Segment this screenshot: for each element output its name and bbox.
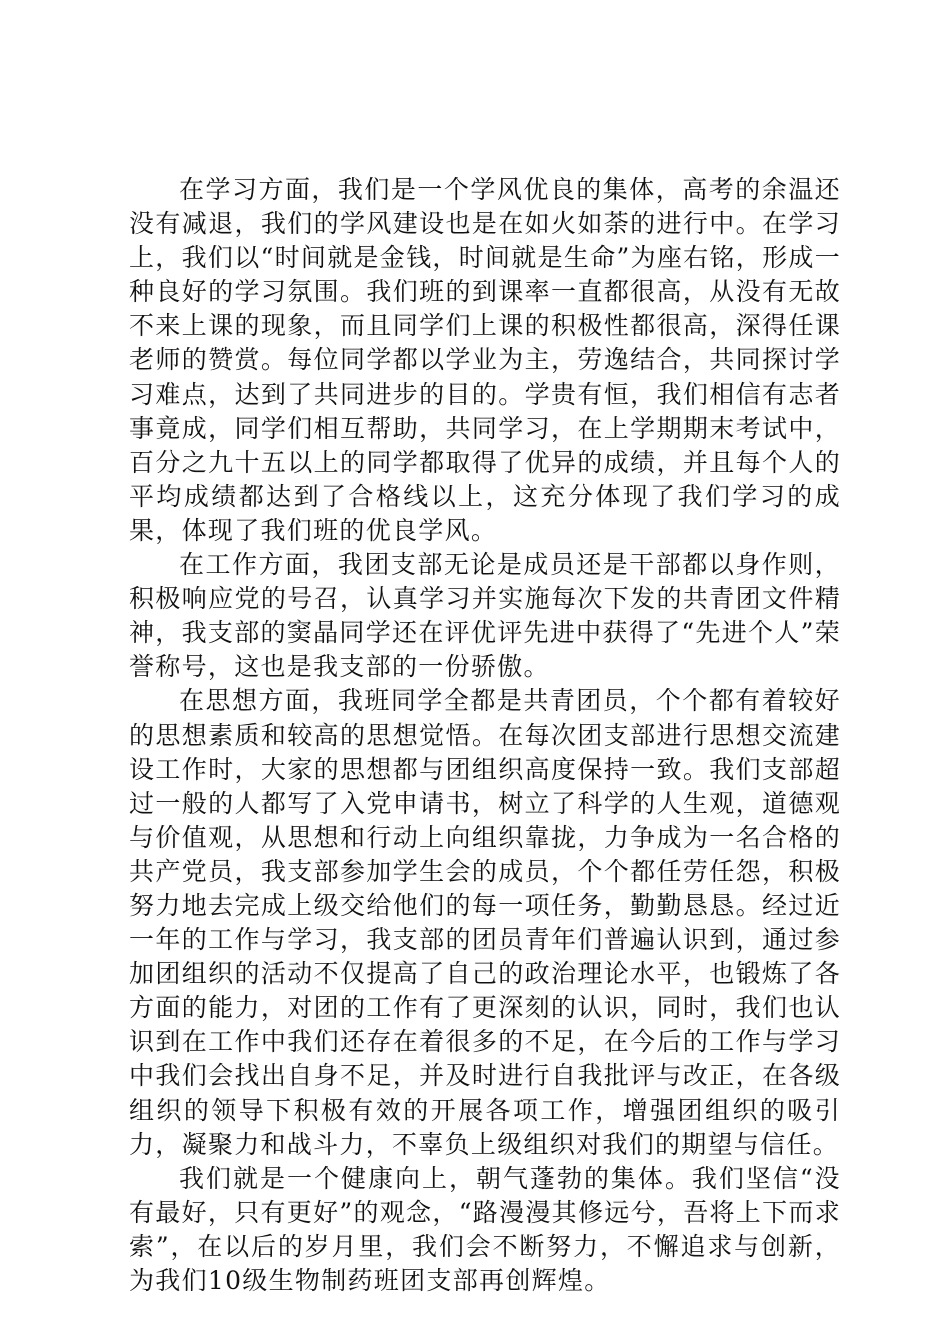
paragraph-thought: 在思想方面，我班同学全都是共青团员，个个都有着较好的思想素质和较高的思想觉悟。在每次团支部进行思想交流建设工作时，大家的思想都与团组织高度保持一致。我们支部超过一般的人都写了入党申请书，树立了科学的人生观，道德观与价值观，从思想和行动上向组织靠拢，力争成为一名合格的共产党员，我支部参加学生会的成员，个个都任劳任怨，积极努力地去完成上级交给他们的每一项任务，勤勤恳恳。经过近一年的工作与学习，我支部的团员青年们普遍认识到，通过参加团组织的活动不仅提高了自己的政治理论水平，也锻炼了各方面的能力，对团的工作有了更深刻的认识，同时，我们也认识到在工作中我们还存在着很多的不足，在今后的工作与学习中我们会找出自身不足，并及时进行自我批评与改正，在各级组织的领导下积极有效的开展各项工作，增强团组织的吸引力，凝聚力和战斗力，不辜负上级组织对我们的期望与信任。 bbox=[129, 686, 841, 1159]
paragraph-study: 在学习方面，我们是一个学风优良的集体，高考的余温还没有减退，我们的学风建设也是在如火如荼的进行中。在学习上，我们以“时间就是金钱，时间就是生命”为座右铭，形成一种良好的学习氛围。我们班的到课率一直都很高，从没有无故不来上课的现象，而且同学们上课的积极性都很高，深得任课老师的赞赏。每位同学都以学业为主，劳逸结合，共同探讨学习难点，达到了共同进步的目的。学贵有恒，我们相信有志者事竟成，同学们相互帮助，共同学习，在上学期期末考试中，百分之九十五以上的同学都取得了优异的成绩，并且每个人的平均成绩都达到了合格线以上，这充分体现了我们学习的成果，体现了我们班的优良学风。 bbox=[129, 175, 841, 545]
paragraph-work: 在工作方面，我团支部无论是成员还是干部都以身作则，积极响应党的号召，认真学习并实施每次下发的共青团文件精神，我支部的窦晶同学还在评优评先进中获得了“先进个人”荣誉称号，这也是我支部的一份骄傲。 bbox=[129, 550, 841, 682]
document-body bbox=[129, 173, 841, 1298]
paragraph-conclusion: 我们就是一个健康向上，朝气蓬勃的集体。我们坚信“没有最好，只有更好”的观念，“路漫漫其修远兮，吾将上下而求索”，在以后的岁月里，我们会不断努力，不懈追求与创新，为我们10级生物制药班团支部再创辉煌。 bbox=[129, 1163, 841, 1295]
